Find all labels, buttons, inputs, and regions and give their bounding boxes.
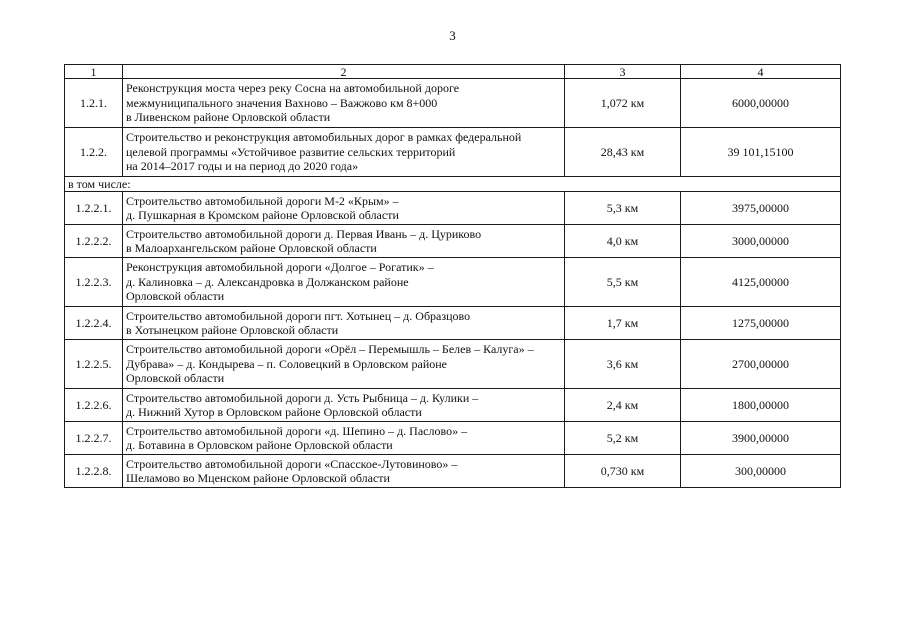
item-name-line: д. Ботавина в Орловском районе Орловской области [126,438,393,452]
table-subheading-row [65,177,841,192]
length-cell: 4,0 км [565,225,681,258]
item-name-cell [123,225,565,258]
item-name-cell [123,79,565,128]
item-name-line: Строительство автомобильной дороги пгт. Хотынец – д. Образцово [126,308,471,323]
item-name-line: межмуниципального значения Вахново – Важжово км 8+000 [126,95,438,110]
column-header-4: 4 [681,65,841,79]
table-row [65,389,841,422]
item-name-line: Строительство автомобильной дороги д. Первая Ивань – д. Цуриково [126,226,482,241]
item-name-line: д. Калиновка – д. Александровка в Должанском районе [126,274,409,289]
table-row [65,455,841,488]
item-number-cell: 1.2.2.4. [65,307,123,340]
item-number-cell: 1.2.2.8. [65,455,123,488]
item-number-cell: 1.2.2.3. [65,258,123,307]
length-cell: 3,6 км [565,340,681,389]
item-name-line: в Малоархангельском районе Орловской области [126,241,377,255]
item-name-cell [123,258,565,307]
item-name-line: на 2014–2017 годы и на период до 2020 года» [126,159,359,174]
column-header-1: 1 [65,65,123,79]
subheading-cell: в том числе: [65,177,841,192]
table-row [65,340,841,389]
item-number-cell: 1.2.2.5. [65,340,123,389]
item-name-line: в Ливенском районе Орловской области [126,110,331,125]
budget-table [64,64,841,488]
length-cell: 28,43 км [565,128,681,177]
item-name-line: Строительство автомобильной дороги д. Усть Рыбница – д. Кулики – [126,390,479,405]
length-cell: 5,3 км [565,192,681,225]
length-cell: 1,072 км [565,79,681,128]
column-header-2: 2 [123,65,565,79]
amount-cell: 4125,00000 [681,258,841,307]
table-header-row [65,65,841,79]
item-name-cell [123,422,565,455]
column-header-3: 3 [565,65,681,79]
amount-cell: 1275,00000 [681,307,841,340]
item-name-line: Строительство и реконструкция автомобильных дорог в рамках федеральной [126,130,522,145]
length-cell: 5,5 км [565,258,681,307]
table-row [65,307,841,340]
item-name-cell [123,307,565,340]
item-name-line: Шеламово во Мценском районе Орловской области [126,471,390,485]
amount-cell: 2700,00000 [681,340,841,389]
item-name-cell [123,192,565,225]
item-number-cell: 1.2.2.6. [65,389,123,422]
table-row [65,225,841,258]
table-row [65,79,841,128]
item-number-cell: 1.2.2. [65,128,123,177]
item-name-cell [123,340,565,389]
item-name-line: в Хотынецком районе Орловской области [126,323,339,337]
length-cell: 1,7 км [565,307,681,340]
item-name-line: целевой программы «Устойчивое развитие сельских территорий [126,144,456,159]
item-name-line: Реконструкция моста через реку Сосна на автомобильной дороге [126,81,460,96]
table-row [65,192,841,225]
item-number-cell: 1.2.2.2. [65,225,123,258]
item-name-line: Орловской области [126,289,225,304]
item-name-line: Орловской области [126,371,225,386]
item-name-line: д. Пушкарная в Кромском районе Орловской области [126,208,399,222]
item-name-line: Дубрава» – д. Кондырева – п. Соловецкий в Орловском районе [126,356,447,371]
table-row [65,258,841,307]
item-name-line: Строительство автомобильной дороги «Спасское-Лутовиново» – [126,456,458,471]
item-number-cell: 1.2.1. [65,79,123,128]
amount-cell: 1800,00000 [681,389,841,422]
item-name-cell [123,389,565,422]
table-row [65,422,841,455]
table-row [65,128,841,177]
amount-cell: 3000,00000 [681,225,841,258]
table-body [65,65,841,488]
amount-cell: 3975,00000 [681,192,841,225]
item-number-cell: 1.2.2.1. [65,192,123,225]
amount-cell: 6000,00000 [681,79,841,128]
amount-cell: 39 101,15100 [681,128,841,177]
item-name-line: д. Нижний Хутор в Орловском районе Орловской области [126,405,422,419]
item-number-cell: 1.2.2.7. [65,422,123,455]
item-name-line: Строительство автомобильной дороги «д. Шепино – д. Паслово» – [126,423,468,438]
item-name-line: Строительство автомобильной дороги «Орёл – Перемышль – Белев – Калуга» – [126,342,534,357]
item-name-line: Реконструкция автомобильной дороги «Долгое – Рогатик» – [126,260,434,275]
item-name-line: Строительство автомобильной дороги М-2 «Крым» – [126,193,399,208]
amount-cell: 300,00000 [681,455,841,488]
page-number: 3 [449,28,456,43]
length-cell: 0,730 км [565,455,681,488]
item-name-cell [123,128,565,177]
item-name-cell [123,455,565,488]
amount-cell: 3900,00000 [681,422,841,455]
length-cell: 2,4 км [565,389,681,422]
length-cell: 5,2 км [565,422,681,455]
